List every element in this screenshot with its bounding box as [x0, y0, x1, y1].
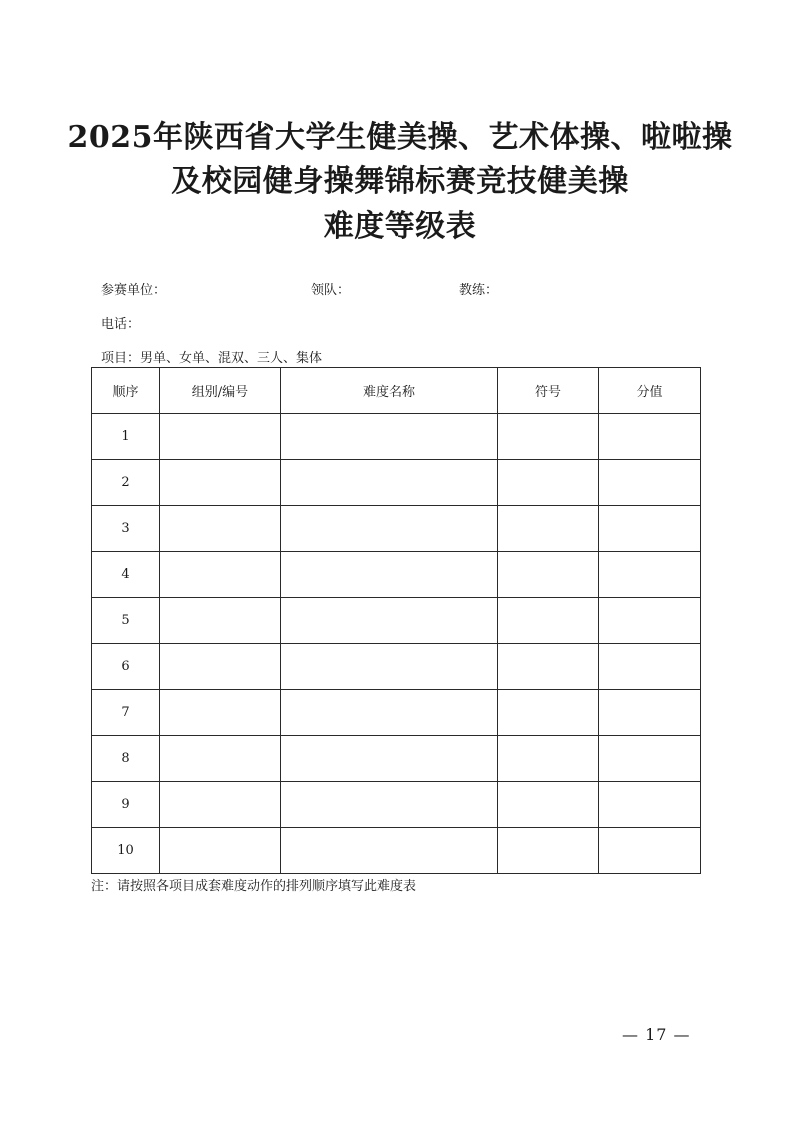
cell-difficulty-name[interactable] — [281, 598, 498, 644]
table-row — [92, 460, 701, 506]
table-row — [92, 506, 701, 552]
table-row — [92, 414, 701, 460]
cell-symbol[interactable] — [498, 736, 599, 782]
title-line-3: 难度等级表 — [323, 209, 477, 244]
header-order: 顺序 — [92, 368, 160, 414]
cell-group-number[interactable] — [160, 506, 281, 552]
cell-difficulty-name[interactable] — [281, 690, 498, 736]
row-order: 2 — [92, 460, 160, 506]
table-row — [92, 828, 701, 874]
header-group-number: 组别/编号 — [160, 368, 281, 414]
header-score: 分值 — [599, 368, 701, 414]
cell-difficulty-name[interactable] — [281, 552, 498, 598]
cell-score[interactable] — [599, 736, 701, 782]
cell-score[interactable] — [599, 506, 701, 552]
cell-group-number[interactable] — [160, 736, 281, 782]
cell-symbol[interactable] — [498, 552, 599, 598]
cell-score[interactable] — [599, 828, 701, 874]
unit-label: 参赛单位： — [101, 283, 167, 298]
phone-label: 电话： — [101, 317, 141, 332]
row-order: 4 — [92, 552, 160, 598]
cell-group-number[interactable] — [160, 598, 281, 644]
cell-group-number[interactable] — [160, 782, 281, 828]
cell-symbol[interactable] — [498, 782, 599, 828]
row-order: 9 — [92, 782, 160, 828]
page-number: — 17 — — [622, 1025, 691, 1044]
row-order: 6 — [92, 644, 160, 690]
table-note: 注：请按照各项目成套难度动作的排列顺序填写此难度表 — [91, 879, 417, 894]
items-label: 项目：男单、女单、混双、三人、集体 — [101, 351, 323, 366]
cell-group-number[interactable] — [160, 552, 281, 598]
cell-score[interactable] — [599, 644, 701, 690]
cell-group-number[interactable] — [160, 460, 281, 506]
row-order: 10 — [92, 828, 160, 874]
cell-group-number[interactable] — [160, 414, 281, 460]
cell-symbol[interactable] — [498, 690, 599, 736]
table-row — [92, 598, 701, 644]
cell-difficulty-name[interactable] — [281, 460, 498, 506]
title-line-1: 2025年陕西省大学生健美操、艺术体操、啦啦操 — [67, 120, 733, 155]
cell-score[interactable] — [599, 782, 701, 828]
table-row — [92, 644, 701, 690]
table-row — [92, 552, 701, 598]
leader-label: 领队： — [311, 283, 351, 298]
cell-score[interactable] — [599, 690, 701, 736]
difficulty-table — [91, 367, 701, 874]
cell-group-number[interactable] — [160, 644, 281, 690]
coach-label: 教练： — [459, 283, 499, 298]
cell-difficulty-name[interactable] — [281, 506, 498, 552]
cell-difficulty-name[interactable] — [281, 782, 498, 828]
table-row — [92, 690, 701, 736]
header-symbol: 符号 — [498, 368, 599, 414]
cell-symbol[interactable] — [498, 644, 599, 690]
table-header-row — [92, 368, 701, 414]
cell-score[interactable] — [599, 598, 701, 644]
row-order: 8 — [92, 736, 160, 782]
cell-group-number[interactable] — [160, 690, 281, 736]
cell-symbol[interactable] — [498, 598, 599, 644]
cell-symbol[interactable] — [498, 506, 599, 552]
row-order: 7 — [92, 690, 160, 736]
header-difficulty-name: 难度名称 — [281, 368, 498, 414]
cell-difficulty-name[interactable] — [281, 828, 498, 874]
cell-difficulty-name[interactable] — [281, 414, 498, 460]
title-line-2: 及校园健身操舞锦标赛竞技健美操 — [171, 164, 629, 199]
cell-symbol[interactable] — [498, 460, 599, 506]
cell-score[interactable] — [599, 460, 701, 506]
cell-score[interactable] — [599, 552, 701, 598]
row-order: 3 — [92, 506, 160, 552]
row-order: 1 — [92, 414, 160, 460]
cell-score[interactable] — [599, 414, 701, 460]
row-order: 5 — [92, 598, 160, 644]
table-row — [92, 782, 701, 828]
cell-symbol[interactable] — [498, 828, 599, 874]
cell-group-number[interactable] — [160, 828, 281, 874]
cell-symbol[interactable] — [498, 414, 599, 460]
cell-difficulty-name[interactable] — [281, 736, 498, 782]
cell-difficulty-name[interactable] — [281, 644, 498, 690]
table-row — [92, 736, 701, 782]
